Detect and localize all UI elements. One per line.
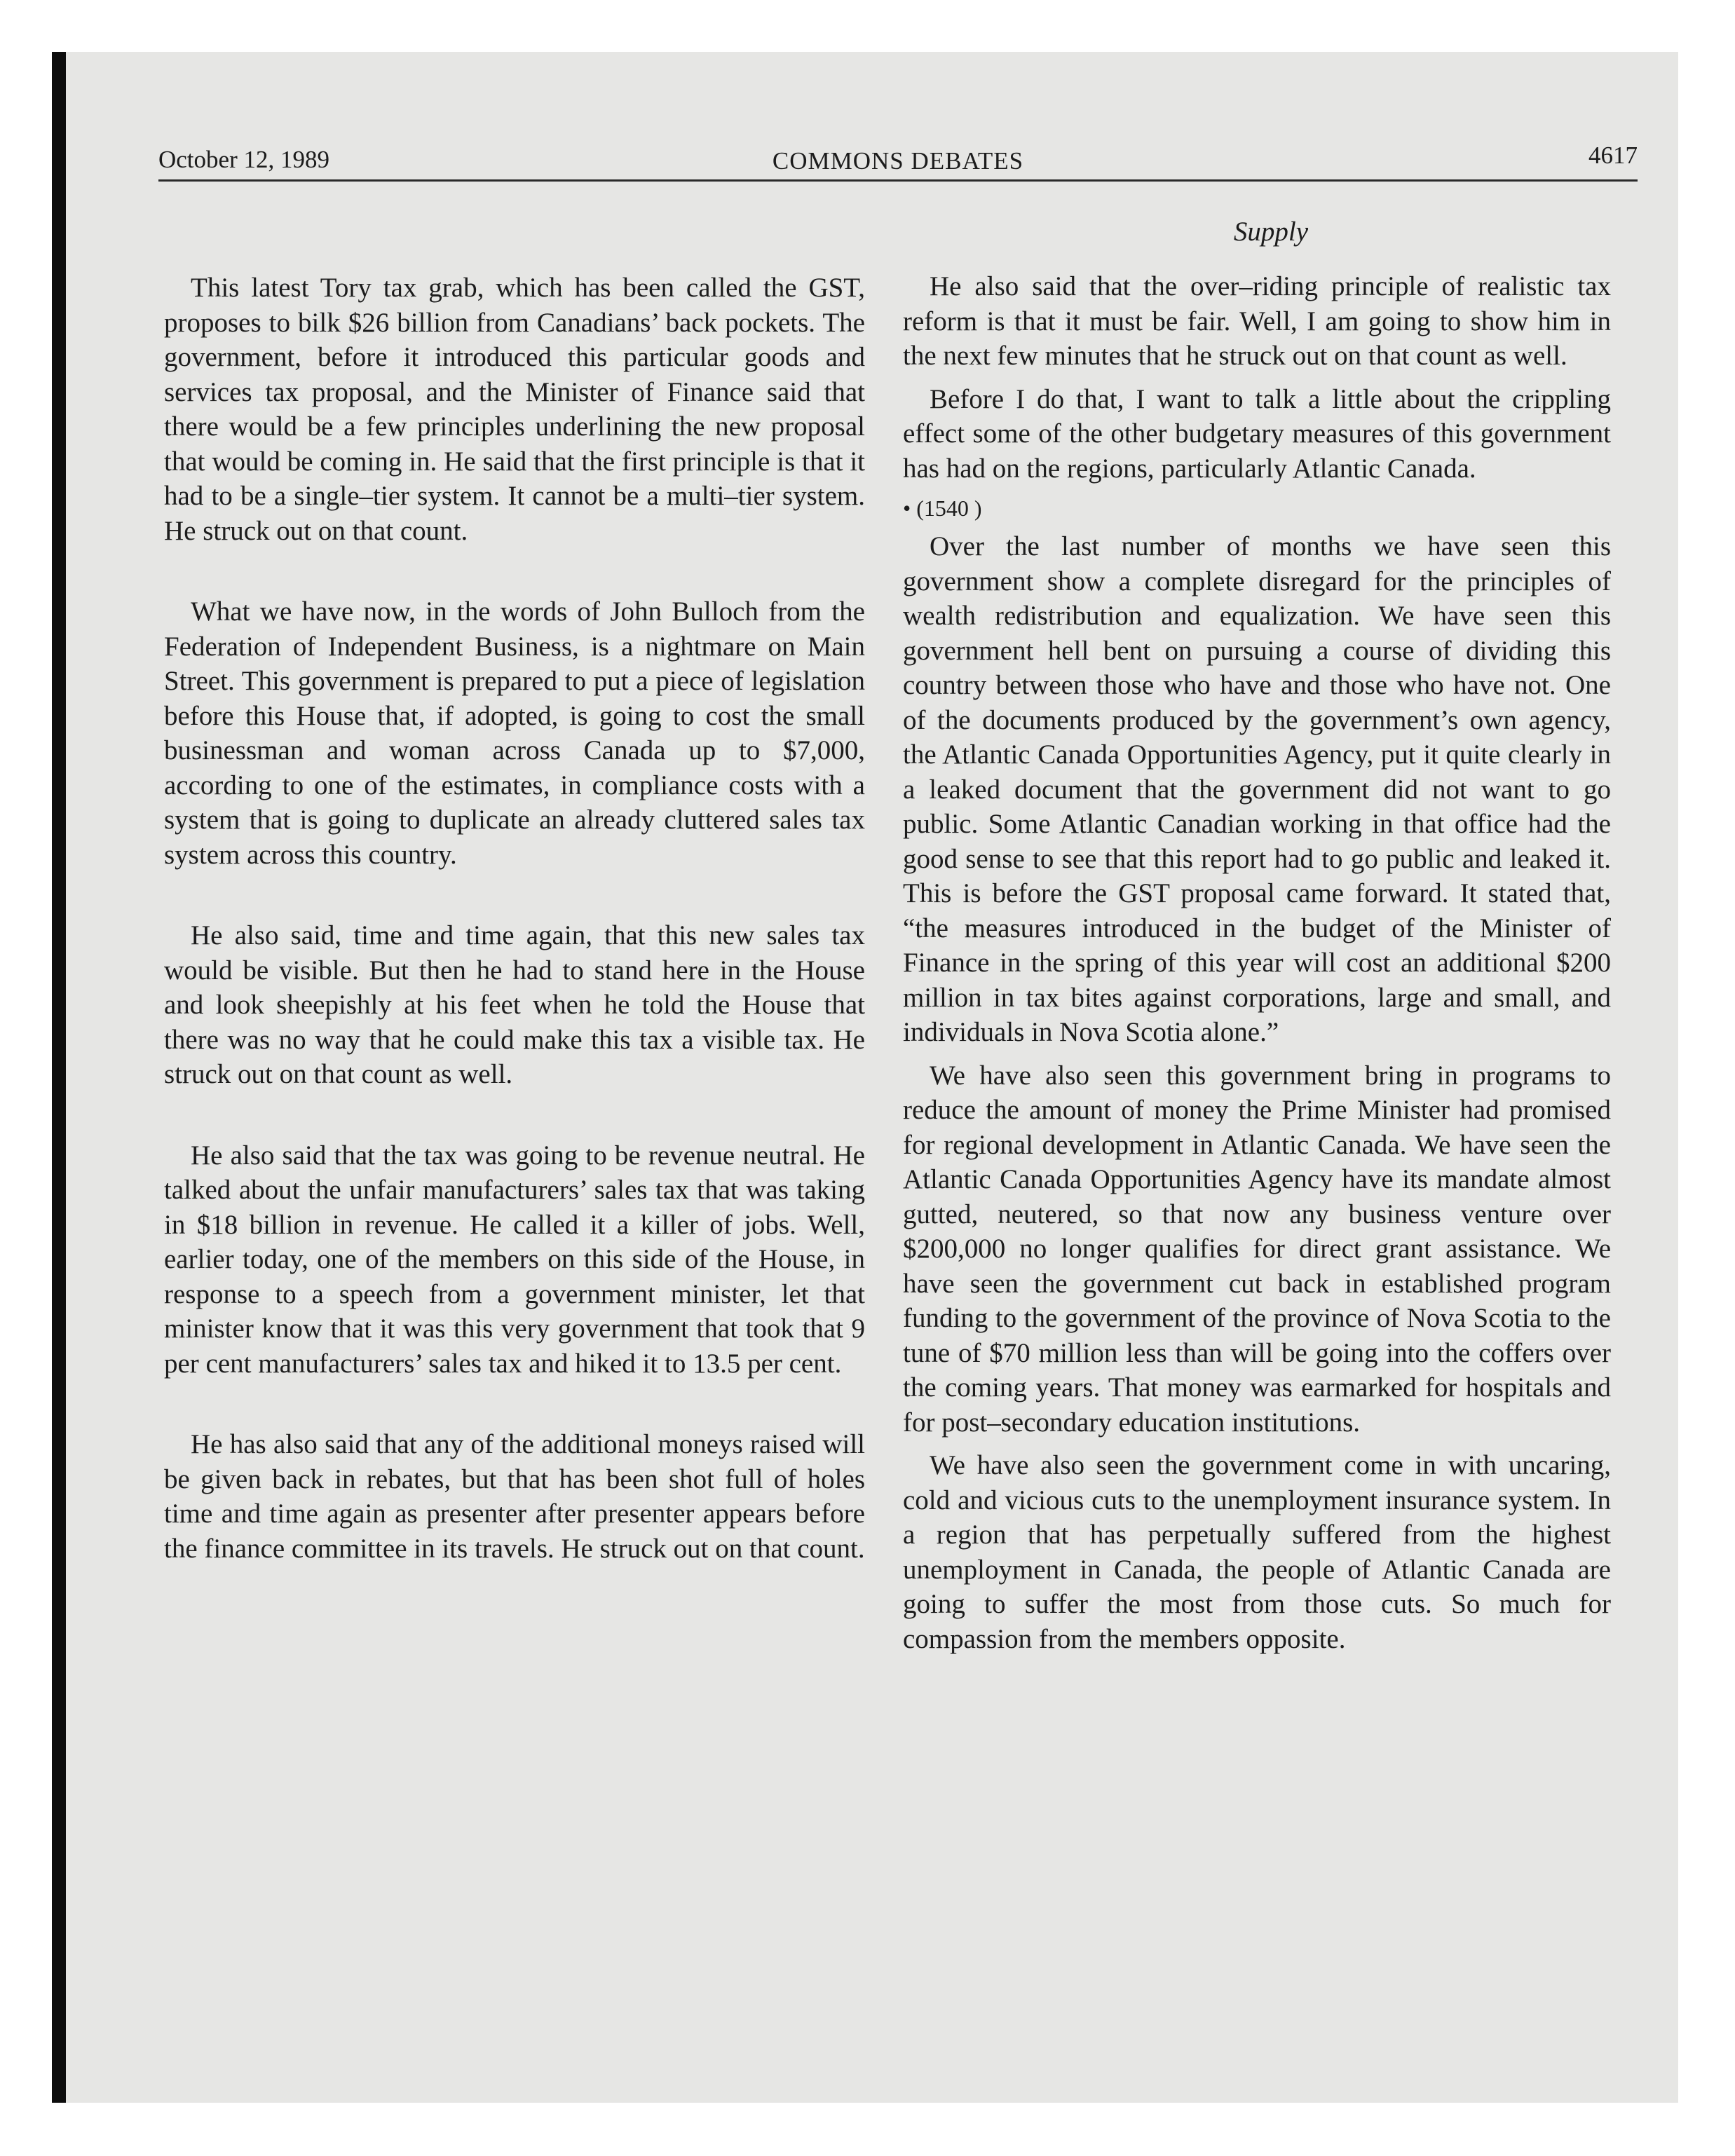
binding-edge bbox=[52, 52, 66, 2103]
right-column bbox=[903, 269, 1611, 1665]
time-marker: • (1540 ) bbox=[903, 496, 982, 521]
left-column bbox=[164, 271, 865, 1612]
paragraph: Over the last number of months we have seen this government show a complete disregard for the principles of wealth redistribution and equalization. We have seen this government hell bent on pursuing a course of dividing this country between those who have and those who have not. One of the documents produced by the government’s own agency, the Atlantic Canada Opportunities Agency, put it quite clearly in a leaked document that the government did not want to go public. Some Atlantic Canadian working in that office had the good sense to see that this report had to go public and leaked it. This is before the GST proposal came forward. It stated that, “the measures introduced in the budget of the Minister of Finance in the spring of this year will cost an additional $200 million in tax bites against corporations, large and small, and individuals in Nova Scotia alone.” bbox=[903, 531, 1611, 1047]
header-date: October 12, 1989 bbox=[158, 146, 329, 173]
paragraph: He also said that the over–riding principle of realistic tax reform is that it must be fair. Well, I am going to show him in the next few minutes that he struck out on that count as well. bbox=[903, 271, 1611, 371]
header-page-number: 4617 bbox=[1588, 142, 1638, 169]
page bbox=[52, 52, 1678, 2103]
running-head bbox=[158, 142, 1638, 184]
paragraph: This latest Tory tax grab, which has been called the GST, proposes to bilk $26 billion from Canadians’ back pockets. The government, before it introduced this particular goods and services tax proposal, and the Minister of Finance said that there would be a few principles underlining the new proposal that would be coming in. He said that the first principle is that it had to be a single–tier system. It cannot be a multi–tier system. He struck out on that count. bbox=[164, 273, 865, 546]
paragraph: What we have now, in the words of John Bulloch from the Federation of Independent Business, is a nightmare on Main Street. This government is prepared to put a piece of legislation before this House that, if adopted, is going to cost the small businessman and woman across Canada up to $7,000, according to one of the estimates, in compliance costs with a system that is going to duplicate an already cluttered sales tax system across this country. bbox=[164, 596, 865, 870]
paragraph: He also said, time and time again, that this new sales tax would be visible. But then he had to stand here in the House and look sheepishly at his feet when he told the House that there was no way that he could make this tax a visible tax. He struck out on that count as well. bbox=[164, 920, 865, 1089]
paragraph: He also said that the tax was going to be revenue neutral. He talked about the unfair manufacturers’ sales tax that was taking in $18 billion in revenue. He called it a killer of jobs. Well, earlier today, one of the members on this side of the House, in response to a speech from a government minister, let that minister know that it was this very government that took that 9 per cent manufacturers’ sales tax and hiked it to 13.5 per cent. bbox=[164, 1140, 865, 1379]
section-title: Supply bbox=[1233, 217, 1309, 247]
header-rule bbox=[158, 179, 1638, 182]
paragraph: Before I do that, I want to talk a little about the crippling effect some of the other budgetary measures of this government has had on the regions, particularly Atlantic Canada. bbox=[903, 383, 1611, 484]
paragraph: We have also seen the government come in with uncaring, cold and vicious cuts to the unemployment insurance system. In a region that has perpetually suffered from the highest unemployment in Canada, the people of Atlantic Canada are going to suffer the most from those cuts. So much for compassion from the members opposite. bbox=[903, 1450, 1611, 1654]
header-journal-title: COMMONS DEBATES bbox=[772, 147, 1024, 175]
paragraph: He has also said that any of the additional moneys raised will be given back in rebates, but that has been shot full of holes time and time again as presenter after presenter appears before the finance committee in its travels. He struck out on that count. bbox=[164, 1429, 865, 1564]
paragraph: We have also seen this government bring in programs to reduce the amount of money the Prime Minister had promised for regional development in Atlantic Canada. We have seen the Atlantic Canada Opportunities Agency have its mandate almost gutted, neutered, so that now any business venture over $200,000 no longer qualifies for direct grant assistance. We have seen the government cut back in established program funding to the government of the province of Nova Scotia to the tune of $70 million less than will be going into the coffers over the coming years. That money was earmarked for hospitals and for post–secondary education institutions. bbox=[903, 1060, 1611, 1438]
